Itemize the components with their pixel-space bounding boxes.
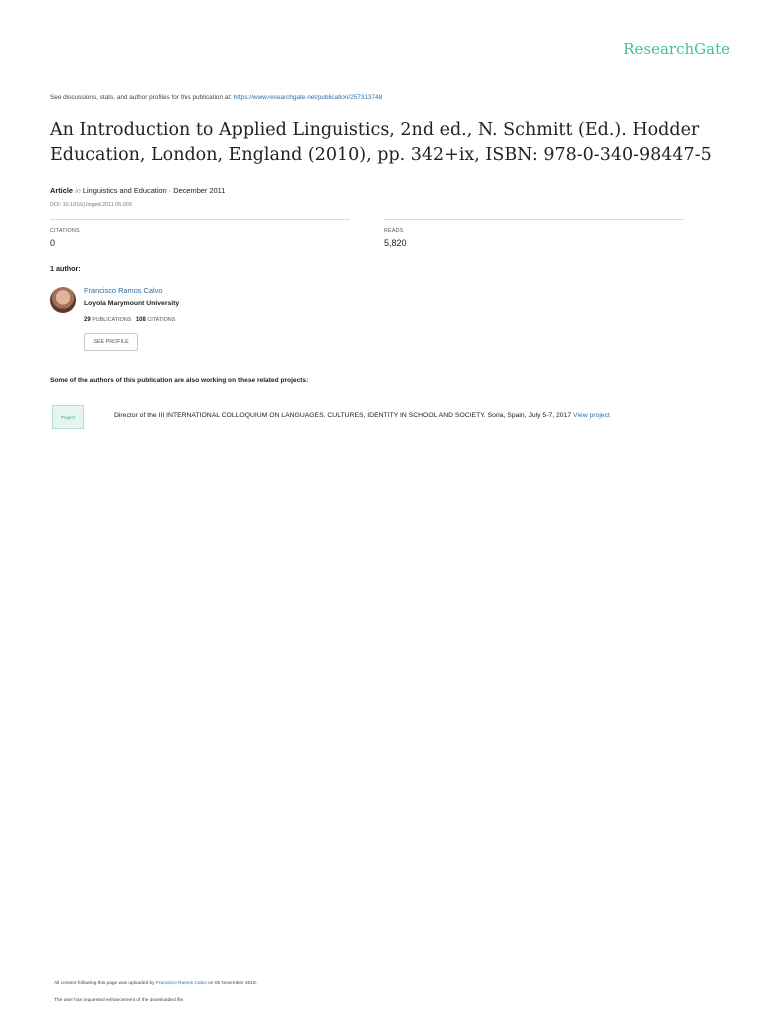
reads-value: 5,820 (384, 238, 407, 248)
project-description: Director of the III INTERNATIONAL COLLOQUIUM ON LANGUAGES, CULTURES, IDENTITY IN SCHOOL AND SOCIETY. Soria, Spain, July 5-7, 2017 (114, 412, 572, 419)
publication-meta (50, 186, 225, 195)
author-name-link[interactable]: Francisco Ramos Calvo (84, 286, 163, 295)
author-avatar[interactable] (50, 287, 76, 313)
related-projects-heading: Some of the authors of this publication are also working on these related projects: (50, 377, 309, 384)
citations-label: CITATIONS (50, 228, 80, 234)
citations-value: 0 (50, 238, 56, 248)
upload-prefix: All content following this page was uploaded by (54, 981, 155, 986)
upload-suffix: on 05 November 2018. (208, 981, 257, 986)
journal-date[interactable]: Linguistics and Education · December 2011 (82, 186, 226, 195)
divider-left (50, 219, 350, 220)
uploader-link[interactable]: Francisco Ramos Calvo (155, 981, 207, 986)
divider-right (384, 219, 684, 220)
project-item (114, 412, 610, 419)
enhancement-notice: The user has requested enhancement of the downloaded file. (54, 998, 185, 1003)
see-profile-button[interactable]: SEE PROFILE (84, 333, 138, 351)
in-word: in (75, 186, 81, 195)
publication-title: An Introduction to Applied Linguistics, 2nd ed., N. Schmitt (Ed.). Hodder Education, London, England (2010), pp. 342+ix, ISBN: 978-0-340-98447-5 (50, 120, 712, 165)
view-project-link[interactable]: View project (573, 412, 610, 419)
author-citations-label: CITATIONS (147, 317, 176, 323)
discussion-text: See discussions, stats, and author profiles for this publication at: (50, 94, 232, 101)
author-institution: Loyola Marymount University (84, 300, 180, 307)
doi[interactable]: DOI: 10.1016/j.linged.2011.05.003 (50, 202, 132, 208)
upload-notice (54, 981, 257, 986)
article-type: Article (50, 186, 74, 195)
publication-url-link[interactable]: https://www.researchgate.net/publication/257313748 (233, 94, 383, 101)
author-publications-label: PUBLICATIONS (92, 317, 132, 323)
discussion-notice (50, 94, 382, 101)
researchgate-logo[interactable]: ResearchGate (623, 40, 730, 58)
author-publications-count: 29 (84, 317, 91, 323)
authors-heading: 1 author: (50, 264, 81, 273)
author-stats (84, 317, 175, 323)
project-icon: Project (52, 405, 84, 429)
reads-label: READS (384, 228, 404, 234)
author-citations-count: 108 (135, 317, 146, 323)
